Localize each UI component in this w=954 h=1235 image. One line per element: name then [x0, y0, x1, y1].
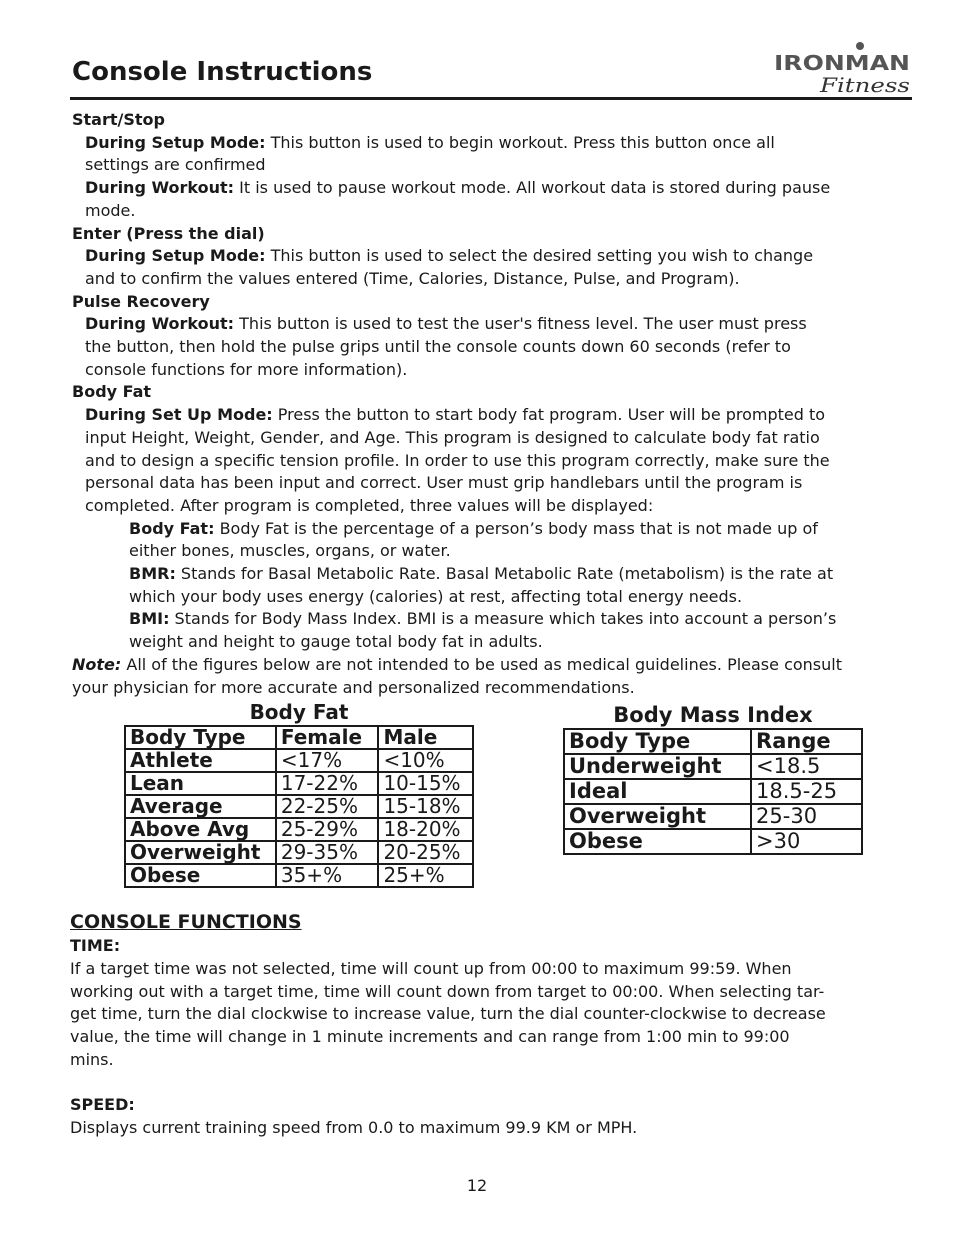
console-functions-title: CONSOLE FUNCTIONS — [70, 911, 302, 934]
table-cell: Overweight — [564, 804, 751, 829]
bmi-table-title: Body Mass Index — [613, 703, 813, 728]
note-label: Note: — [72, 654, 122, 674]
setup-mode-label: During Set Up Mode: — [85, 405, 273, 425]
start-stop-setup — [70, 132, 912, 155]
table-row — [564, 779, 862, 804]
bmr-definition — [70, 563, 912, 586]
body-fat-header-row — [125, 726, 473, 749]
pulse-recovery-heading: Pulse Recovery — [72, 291, 210, 311]
column-header: Body Type — [125, 726, 276, 749]
start-stop-heading: Start/Stop — [72, 110, 165, 129]
body-fat-heading: Body Fat — [72, 382, 152, 402]
table-row — [564, 829, 862, 854]
paragraph-line: mode. — [85, 200, 136, 220]
bodyfat-label: Body Fat: — [129, 518, 215, 538]
table-cell: 25-30 — [751, 804, 862, 829]
table-cell: Lean — [125, 772, 276, 795]
paragraph-line: mins. — [70, 1049, 114, 1069]
bodyfat-definition — [70, 518, 912, 541]
paragraph-line: which your body uses energy (calories) at rest, affecting total energy needs. — [129, 586, 743, 606]
bmi-label: BMI: — [129, 609, 170, 629]
speed-heading: SPEED: — [70, 1095, 135, 1115]
paragraph-line: If a target time was not selected, time will count up from 00:00 to maximum 99:59. When — [70, 958, 792, 978]
paragraph-line: working out with a target time, time will count down from target to 00:00. When selecting tar- — [70, 981, 825, 1001]
bmi-definition — [70, 608, 912, 631]
table-cell: Average — [125, 795, 276, 818]
table-cell: 35+% — [276, 864, 379, 887]
table-row — [564, 804, 862, 829]
body-fat-table-title: Body Fat — [249, 700, 349, 725]
table-row — [125, 749, 473, 772]
enter-heading: Enter (Press the dial) — [72, 223, 265, 243]
paragraph-line: weight and height to gauge total body fat in adults. — [129, 632, 543, 652]
table-cell: 20-25% — [378, 841, 473, 864]
paragraph-line: completed. After program is completed, three values will be displayed: — [85, 495, 654, 515]
table-row — [125, 818, 473, 841]
table-cell: 15-18% — [378, 795, 473, 818]
table-cell: 18-20% — [378, 818, 473, 841]
table-cell: Above Avg — [125, 818, 276, 841]
column-header: Body Type — [564, 729, 751, 754]
paragraph-text: All of the figures below are not intended to be used as medical guidelines. Please consult — [121, 654, 842, 674]
table-row — [125, 795, 473, 818]
bmi-header-row — [564, 729, 862, 754]
column-header: Female — [276, 726, 379, 749]
table-row — [125, 841, 473, 864]
bmi-table-block — [563, 702, 863, 855]
table-row — [125, 772, 473, 795]
table-row — [564, 754, 862, 779]
paragraph-text: Stands for Body Mass Index. BMI is a measure which takes into account a person’s — [169, 609, 837, 629]
table-cell: 18.5-25 — [751, 779, 862, 804]
paragraph-line: and to confirm the values entered (Time, Calories, Distance, Pulse, and Program). — [85, 268, 740, 288]
paragraph-text: Body Fat is the percentage of a person’s body mass that is not made up of — [214, 518, 818, 538]
column-header: Range — [751, 729, 862, 754]
workout-label: During Workout: — [85, 178, 235, 198]
table-cell: <17% — [276, 749, 379, 772]
setup-mode-label: During Setup Mode: — [85, 132, 266, 152]
time-heading: TIME: — [70, 936, 121, 956]
paragraph-line: either bones, muscles, organs, or water. — [129, 541, 451, 561]
bmr-label: BMR: — [129, 564, 176, 584]
table-cell: Underweight — [564, 754, 751, 779]
paragraph-line: get time, turn the dial clockwise to increase value, turn the dial counter-clockwise to decrease — [70, 1004, 826, 1024]
start-stop-workout — [70, 177, 912, 200]
page-title: Console Instructions — [72, 57, 373, 87]
paragraph-line: your physician for more accurate and personalized recommendations. — [72, 677, 635, 697]
table-cell: Obese — [125, 864, 276, 887]
table-cell: <10% — [378, 749, 473, 772]
paragraph-line: the button, then hold the pulse grips until the console counts down 60 seconds (refer to — [85, 337, 791, 357]
instructions-body — [70, 109, 912, 1140]
ironman-fitness-logo — [772, 40, 912, 96]
paragraph-text: Press the button to start body fat program. User will be prompted to — [272, 405, 826, 425]
note — [70, 654, 912, 677]
paragraph-line: personal data has been input and correct. User must grip handlebars until the program is — [85, 473, 803, 493]
svg-text:Fitness: Fitness — [818, 73, 910, 96]
table-cell: Athlete — [125, 749, 276, 772]
table-cell: >30 — [751, 829, 862, 854]
paragraph-text: Stands for Basal Metabolic Rate. Basal Metabolic Rate (metabolism) is the rate at — [175, 564, 834, 584]
column-header: Male — [378, 726, 473, 749]
table-cell: <18.5 — [751, 754, 862, 779]
paragraph-line: console functions for more information). — [85, 359, 408, 379]
paragraph-line: Displays current training speed from 0.0 to maximum 99.9 KM or MPH. — [70, 1117, 638, 1137]
paragraph-line: value, the time will change in 1 minute increments and can range from 1:00 min to 99:00 — [70, 1027, 790, 1047]
body-fat-setup — [70, 404, 912, 427]
enter-setup — [70, 245, 912, 268]
table-cell: 22-25% — [276, 795, 379, 818]
paragraph-line: input Height, Weight, Gender, and Age. This program is designed to calculate body fat ratio — [85, 427, 820, 447]
workout-label: During Workout: — [85, 314, 235, 334]
header-rule — [70, 97, 912, 100]
paragraph-text: It is used to pause workout mode. All workout data is stored during pause — [234, 178, 831, 198]
table-cell: Ideal — [564, 779, 751, 804]
table-cell: Overweight — [125, 841, 276, 864]
table-cell: 25-29% — [276, 818, 379, 841]
paragraph-text: This button is used to begin workout. Press this button once all — [265, 132, 775, 152]
pulse-recovery-workout — [70, 313, 912, 336]
table-row — [125, 864, 473, 887]
setup-mode-label: During Setup Mode: — [85, 246, 266, 266]
spacer — [70, 1072, 912, 1095]
reference-tables — [70, 699, 912, 907]
body-fat-table — [124, 725, 474, 888]
paragraph-line: and to design a specific tension profile. In order to use this program correctly, make sure the — [85, 450, 830, 470]
paragraph-text: This button is used to test the user's fitness level. The user must press — [234, 314, 807, 334]
table-cell: 10-15% — [378, 772, 473, 795]
table-cell: 29-35% — [276, 841, 379, 864]
table-cell: 25+% — [378, 864, 473, 887]
bmi-table — [563, 728, 863, 855]
table-cell: 17-22% — [276, 772, 379, 795]
paragraph-text: This button is used to select the desired setting you wish to change — [265, 246, 814, 266]
body-fat-table-block — [124, 699, 474, 888]
paragraph-line: settings are confirmed — [85, 155, 266, 175]
svg-text:IRONMAN: IRONMAN — [774, 51, 910, 75]
page-number: 12 — [466, 1176, 488, 1195]
table-cell: Obese — [564, 829, 751, 854]
